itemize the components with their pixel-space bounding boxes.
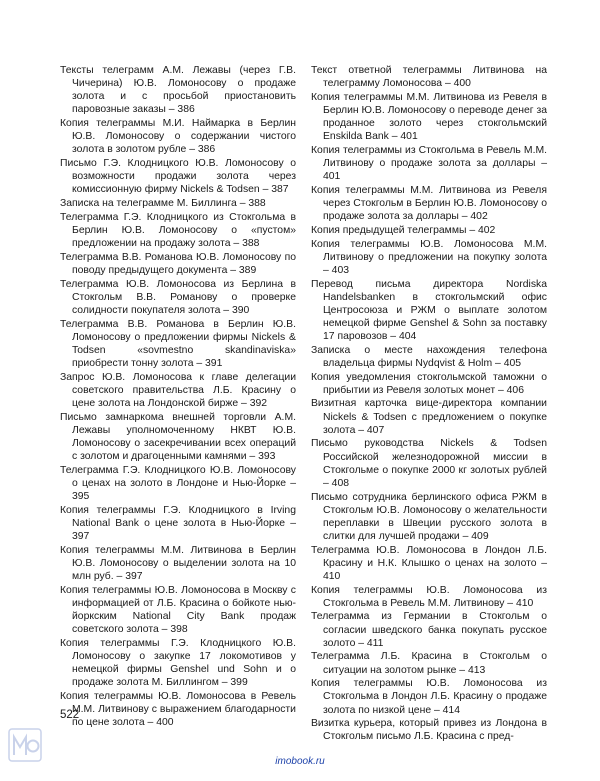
index-entry: Визитная карточка вице-директора компании Nickels & Todsen с предложением о покупке золота – 407: [311, 398, 547, 436]
index-entry: Копия телеграммы Ю.В. Ломоносова в Москву с информацией от Л.Б. Красина о бойкоте нью-йоркским National City Bank продаж советского золота – 398: [60, 584, 296, 635]
index-entry: Запрос Ю.В. Ломоносова к главе делегации советского правительства Л.Б. Красину о цене золота на Лондонской бирже – 392: [60, 371, 296, 409]
index-entry: Письмо замнаркома внешней торговли А.М. Лежавы уполномоченному НКВТ Ю.В. Ломоносову о засекречивании всех операций с золотом и драгоценными камнями – 393: [60, 411, 296, 462]
index-entry: Телеграмма Ю.В. Ломоносова из Берлина в Стокгольм В.В. Романову о проверке солидности покупателя золота – 390: [60, 278, 296, 316]
index-entry: Телеграмма Ю.В. Ломоносова в Лондон Л.Б. Красину и Н.К. Клышко о ценах на золото – 410: [311, 544, 547, 582]
index-entry: Письмо сотрудника берлинского офиса РЖМ в Стокгольм Ю.В. Ломоносову о желательности переплавки в Швеции русского золота в слитки для лучшей продажи – 409: [311, 491, 547, 542]
footer-site-link[interactable]: imobook.ru: [275, 756, 325, 767]
index-entry: Телеграмма Г.Э. Клодницкого Ю.В. Ломоносову о ценах на золото в Лондоне и Нью-Йорке – 395: [60, 464, 296, 502]
index-entry: Копия телеграммы Ю.В. Ломоносова в Ревель М.М. Литвинову с выражением благодарности по цене золота – 400: [60, 690, 296, 729]
index-entry: Письмо Г.Э. Клодницкого Ю.В. Ломоносову о возможности продажи золота через комиссионную фирму Nickels & Todsen – 387: [60, 158, 296, 196]
index-entry: Копия уведомления стокгольмской таможни о прибытии из Ревеля золотых монет – 406: [311, 371, 547, 396]
index-entry: Копия телеграммы из Стокгольма в Ревель М.М. Литвинову о продаже золота за доллары – 401: [311, 144, 547, 183]
index-entry: Телеграмма из Германии в Стокгольм о согласии шведского банка покупать русское золото – 411: [311, 611, 547, 649]
index-entry: Записка на телеграмме М. Биллинга – 388: [60, 198, 266, 210]
index-entry: Телеграмма В.В. Романова Ю.В. Ломоносову по поводу предыдущего документа – 389: [60, 251, 296, 276]
index-entry: Копия телеграммы Ю.В. Ломоносова из Стокгольма в Лондон Л.Б. Красину о продаже золота по низкой цене – 414: [311, 678, 547, 716]
index-entry: Копия телеграммы Ю.В. Ломоносова М.М. Литвинову о предложении на покупку золота – 403: [311, 238, 547, 276]
index-entry: Тексты телеграмм А.М. Лежавы (через Г.В. Чичерина) Ю.В. Ломоносову о продаже золота и с просьбой приостановить паровозные заказы – 386: [60, 65, 296, 116]
index-entry: Телеграмма В.В. Романова в Берлин Ю.В. Ломоносову о предложении фирмы Nickels & Todsen «sovmestno skandinaviska» приобрести тонну золота – 391: [60, 318, 296, 369]
page-number: 522: [60, 709, 80, 721]
index-entry: Перевод письма директора Nordiska Handelsbanken в стокгольмский офис Центросоюза и РЖМ о выплате золотом немецкой фирме Genshel & Sohn за поставку 17 паровозов – 404: [311, 278, 547, 343]
index-entry: Текст ответной телеграммы Литвинова на телеграмму Ломоносова – 400: [311, 65, 547, 90]
index-column-left: [60, 64, 296, 730]
index-entry: Копия телеграммы Г.Э. Клодницкого Ю.В. Ломоносову о закупке 17 локомотивов у немецкой фирмы Genshel und Sohn и о продаже золота М. Биллингом – 399: [60, 637, 296, 689]
index-entry: Записка о месте нахождения телефона владельца фирмы Nydqvist & Holm – 405: [311, 344, 547, 369]
index-entry: Письмо руководства Nickels & Todsen Российской железнодорожной миссии в Стокгольме о покупке 2000 кг золотых рублей – 408: [311, 438, 547, 489]
index-entry: Копия телеграммы Г.Э. Клодницкого в Irving National Bank о цене золота в Нью-Йорке – 397: [60, 504, 296, 542]
index-entry: Копия телеграммы М.И. Наймарка в Берлин Ю.В. Ломоносову о содержании чистого золота в золотом рубле – 386: [60, 118, 296, 156]
index-entry: Копия телеграммы Ю.В. Ломоносова из Стокгольма в Ревель М.М. Литвинову – 410: [311, 584, 547, 609]
index-entry: Копия телеграммы М.М. Литвинова из Ревеля в Берлин Ю.В. Ломоносову о переводе денег за проданное золото через стокгольмский Enskilda Bank – 401: [311, 91, 547, 143]
index-entry: Копия предыдущей телеграммы – 402: [311, 224, 496, 236]
index-entry: Визитка курьера, который привез из Лондона в Стокгольм письмо Л.Б. Красина с пред-: [311, 718, 547, 743]
index-column-right: [311, 64, 547, 744]
index-entry: Копия телеграммы М.М. Литвинова в Берлин Ю.В. Ломоносову о выделении золота на 10 млн руб. – 397: [60, 544, 296, 582]
index-entry: Телеграмма Л.Б. Красина в Стокгольм о ситуации на золотом рынке – 413: [311, 651, 547, 676]
index-entry: Копия телеграммы М.М. Литвинова из Ревеля через Стокгольм в Берлин Ю.В. Ломоносову о продаже золота за доллары – 402: [311, 184, 547, 223]
index-entry: Телеграмма Г.Э. Клодницкого из Стокгольма в Берлин Ю.В. Ломоносову о «пустом» предложении на продажу золота – 388: [60, 211, 296, 249]
